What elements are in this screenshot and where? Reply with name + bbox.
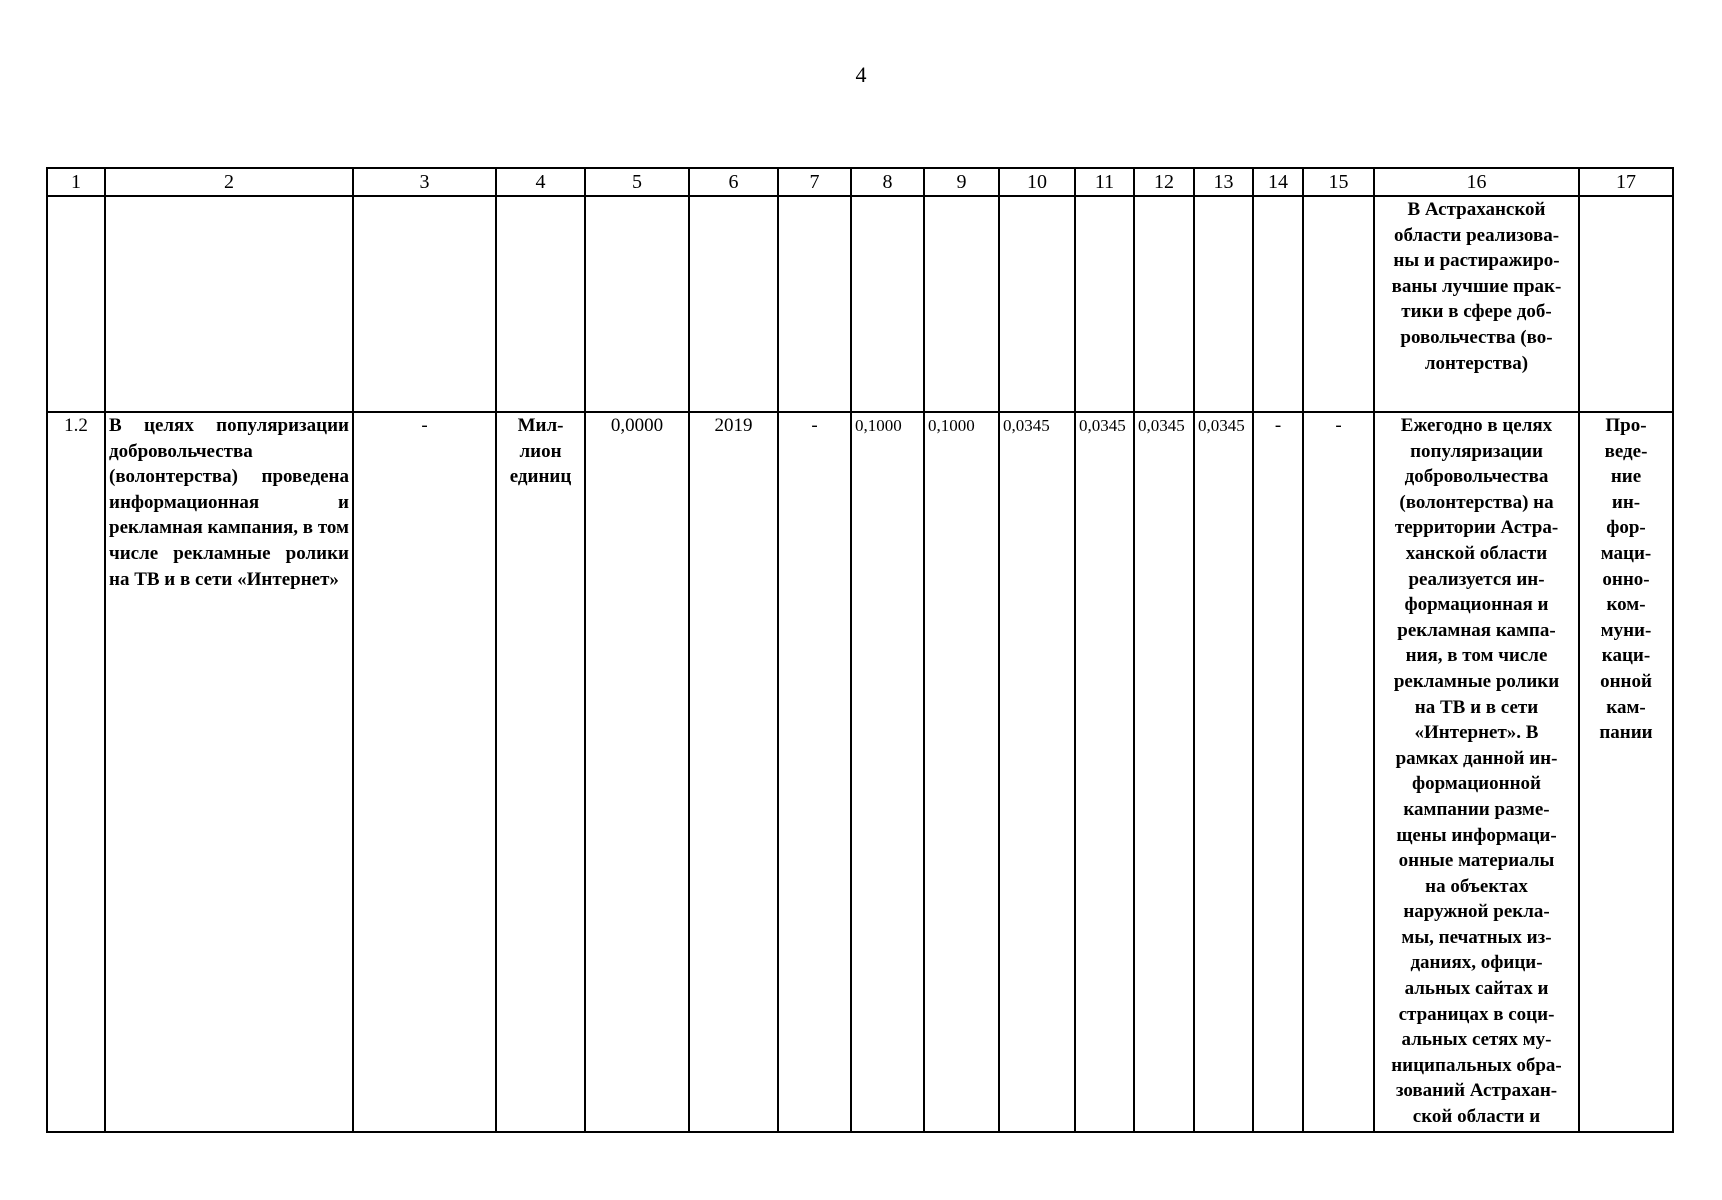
column-header-8: 8 xyxy=(851,168,924,196)
column-header-10: 10 xyxy=(999,168,1075,196)
column-header-9: 9 xyxy=(924,168,999,196)
column-header-5: 5 xyxy=(585,168,689,196)
cell-col11: 0,0345 xyxy=(1075,412,1134,1132)
cell-col14: - xyxy=(1253,412,1303,1132)
cell-col9: 0,1000 xyxy=(924,412,999,1132)
table-row-1-2 xyxy=(47,412,1673,1132)
cell-col12: 0,0345 xyxy=(1134,412,1194,1132)
column-header-16: 16 xyxy=(1374,168,1579,196)
column-header-17: 17 xyxy=(1579,168,1673,196)
column-header-13: 13 xyxy=(1194,168,1253,196)
cell-unit: Мил- лион единиц xyxy=(496,412,585,1132)
column-header-7: 7 xyxy=(778,168,851,196)
page-number: 4 xyxy=(855,62,867,87)
cell-col10: 0,0345 xyxy=(999,412,1075,1132)
column-number-header-row xyxy=(47,168,1673,196)
cell-col13: 0,0345 xyxy=(1194,412,1253,1132)
cell-col8: 0,1000 xyxy=(851,412,924,1132)
row-description: В целях популяризации добровольчества (волонтерства) проведена информационная и рекламная кампания, в том числе рекламные ролики на ТВ и в сети «Интернет» xyxy=(105,412,353,1132)
column-header-14: 14 xyxy=(1253,168,1303,196)
column-header-3: 3 xyxy=(353,168,496,196)
continuation-result-text: В Астраханской области реализова- ны и растиражиро- ваны лучшие прак- тики в сфере доб- ровольчества (во- лонтерства) xyxy=(1374,196,1579,412)
row-number: 1.2 xyxy=(47,412,105,1132)
cell-col3: - xyxy=(353,412,496,1132)
column-header-6: 6 xyxy=(689,168,778,196)
table-row-continuation xyxy=(47,196,1673,412)
column-header-11: 11 xyxy=(1075,168,1134,196)
column-header-4: 4 xyxy=(496,168,585,196)
cell-col15: - xyxy=(1303,412,1374,1132)
cell-col7: - xyxy=(778,412,851,1132)
data-table xyxy=(46,167,1674,1133)
column-header-2: 2 xyxy=(105,168,353,196)
cell-result-text: Ежегодно в целях популяризации добровольчества (волонтерства) на территории Астра- ханской области реализуется ин- формационная и рекламная кампа- ния, в том числе рекламные ролики на ТВ и в сети «Интернет». В рамках данной ин- формационной кампании разме- щены информаци- онные материалы на объектах наружной рекла- мы, печатных из- даниях, офици- альных сайтах и страницах в соци- альных сетях му- ниципальных обра- зований Астрахан- ской области и xyxy=(1374,412,1579,1132)
column-header-1: 1 xyxy=(47,168,105,196)
column-header-12: 12 xyxy=(1134,168,1194,196)
column-header-15: 15 xyxy=(1303,168,1374,196)
cell-base-value: 0,0000 xyxy=(585,412,689,1132)
cell-event-text: Про- веде- ние ин- фор- маци- онно- ком- муни- каци- онной кам- пании xyxy=(1579,412,1673,1132)
cell-base-year: 2019 xyxy=(689,412,778,1132)
